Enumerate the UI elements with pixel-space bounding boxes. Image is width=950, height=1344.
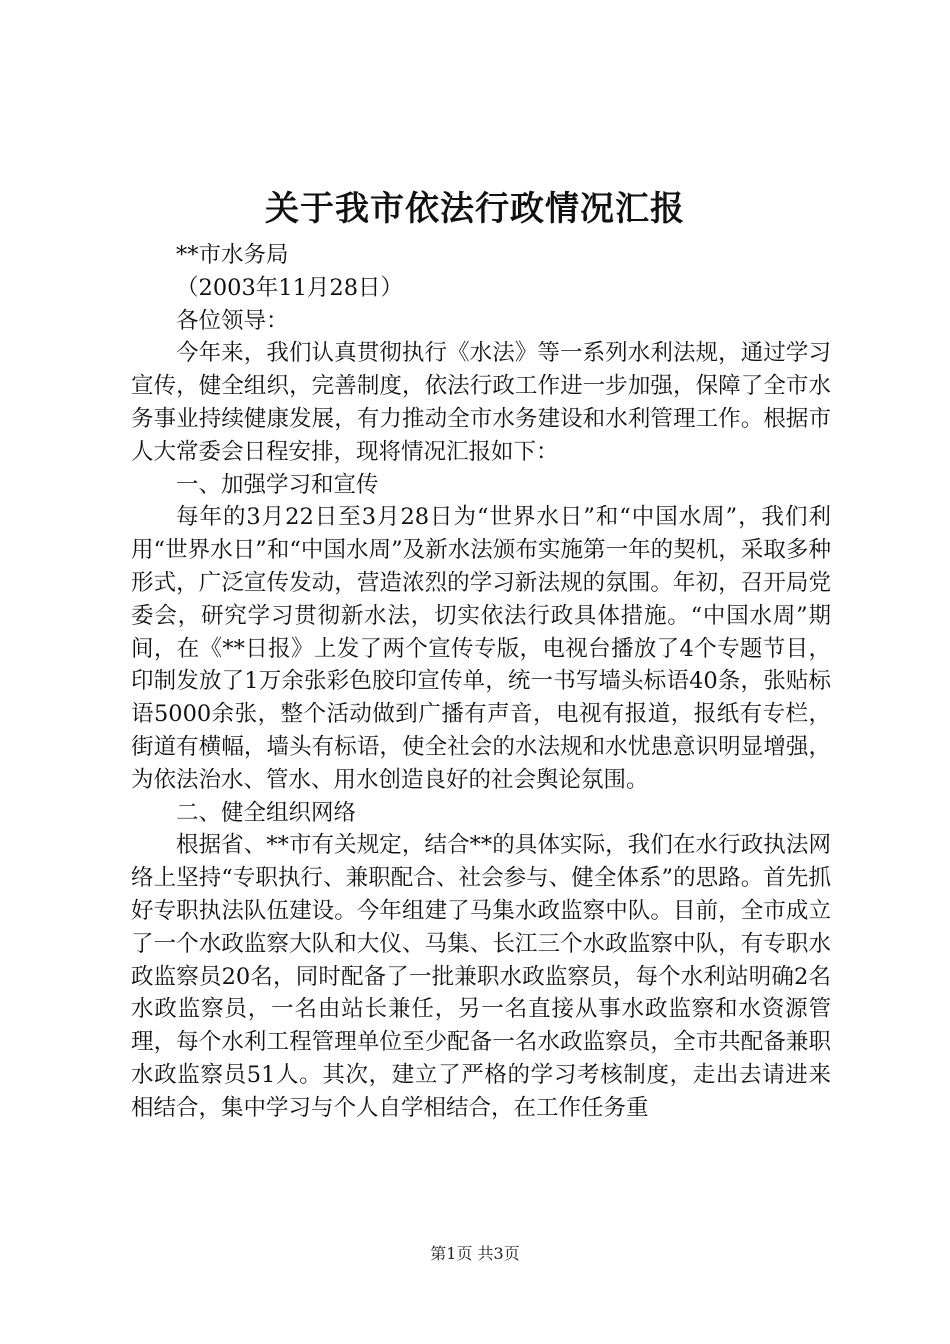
page-footer: 第1页 共3页 bbox=[430, 1244, 520, 1263]
salutation: 各位领导： bbox=[176, 307, 289, 334]
date-line: （2003年11月28日） bbox=[176, 274, 404, 301]
section-heading-2: 二、健全组织网络 bbox=[176, 799, 357, 826]
section-heading-1: 一、加强学习和宣传 bbox=[176, 471, 379, 498]
section-body-1: 每年的3月22日至3月28日为“世界水日”和“中国水周”，我们利用“世界水日”和“中国水周”及新水法颁布实施第一年的契机，采取多种形式，广泛宣传发动，营造浓烈的学习新法规的氛围。年初，召开局党委会，研究学习贯彻新水法，切实依法行政具体措施。“中国水周”期间，在《**日报》上发了两个宣传专版，电视台播放了4个专题节目，印制发放了1万余张彩色胶印宣传单，统一书写墙头标语40条，张贴标语5000余张，整个活动做到广播有声音，电视有报道，报纸有专栏，街道有横幅，墙头有标语，使全社会的水法规和水忧患意识明显增强，为依法治水、管水、用水创造良好的社会舆论氛围。 bbox=[131, 504, 831, 793]
intro-paragraph: 今年来，我们认真贯彻执行《水法》等一系列水利法规，通过学习宣传，健全组织，完善制度，依法行政工作进一步加强，保障了全市水务事业持续健康发展，有力推动全市水务建设和水利管理工作。根据市人大常委会日程安排，现将情况汇报如下： bbox=[131, 340, 831, 465]
document-title: 关于我市依法行政情况汇报 bbox=[265, 189, 685, 229]
document-body bbox=[131, 239, 831, 1125]
issuer-line: **市水务局 bbox=[176, 242, 289, 268]
section-body-2: 根据省、**市有关规定，结合**的具体实际，我们在水行政执法网络上坚持“专职执行、兼职配合、社会参与、健全体系”的思路。首先抓好专职执法队伍建设。今年组建了马集水政监察中队。目前，全市成立了一个水政监察大队和大仪、马集、长江三个水政监察中队，有专职水政监察员20名，同时配备了一批兼职水政监察员，每个水利站明确2名水政监察员，一名由站长兼任，另一名直接从事水政监察和水资源管理，每个水利工程管理单位至少配备一名水政监察员，全市共配备兼职水政监察员51人。其次，建立了严格的学习考核制度，走出去请进来相结合，集中学习与个人自学相结合，在工作任务重 bbox=[131, 832, 831, 1121]
